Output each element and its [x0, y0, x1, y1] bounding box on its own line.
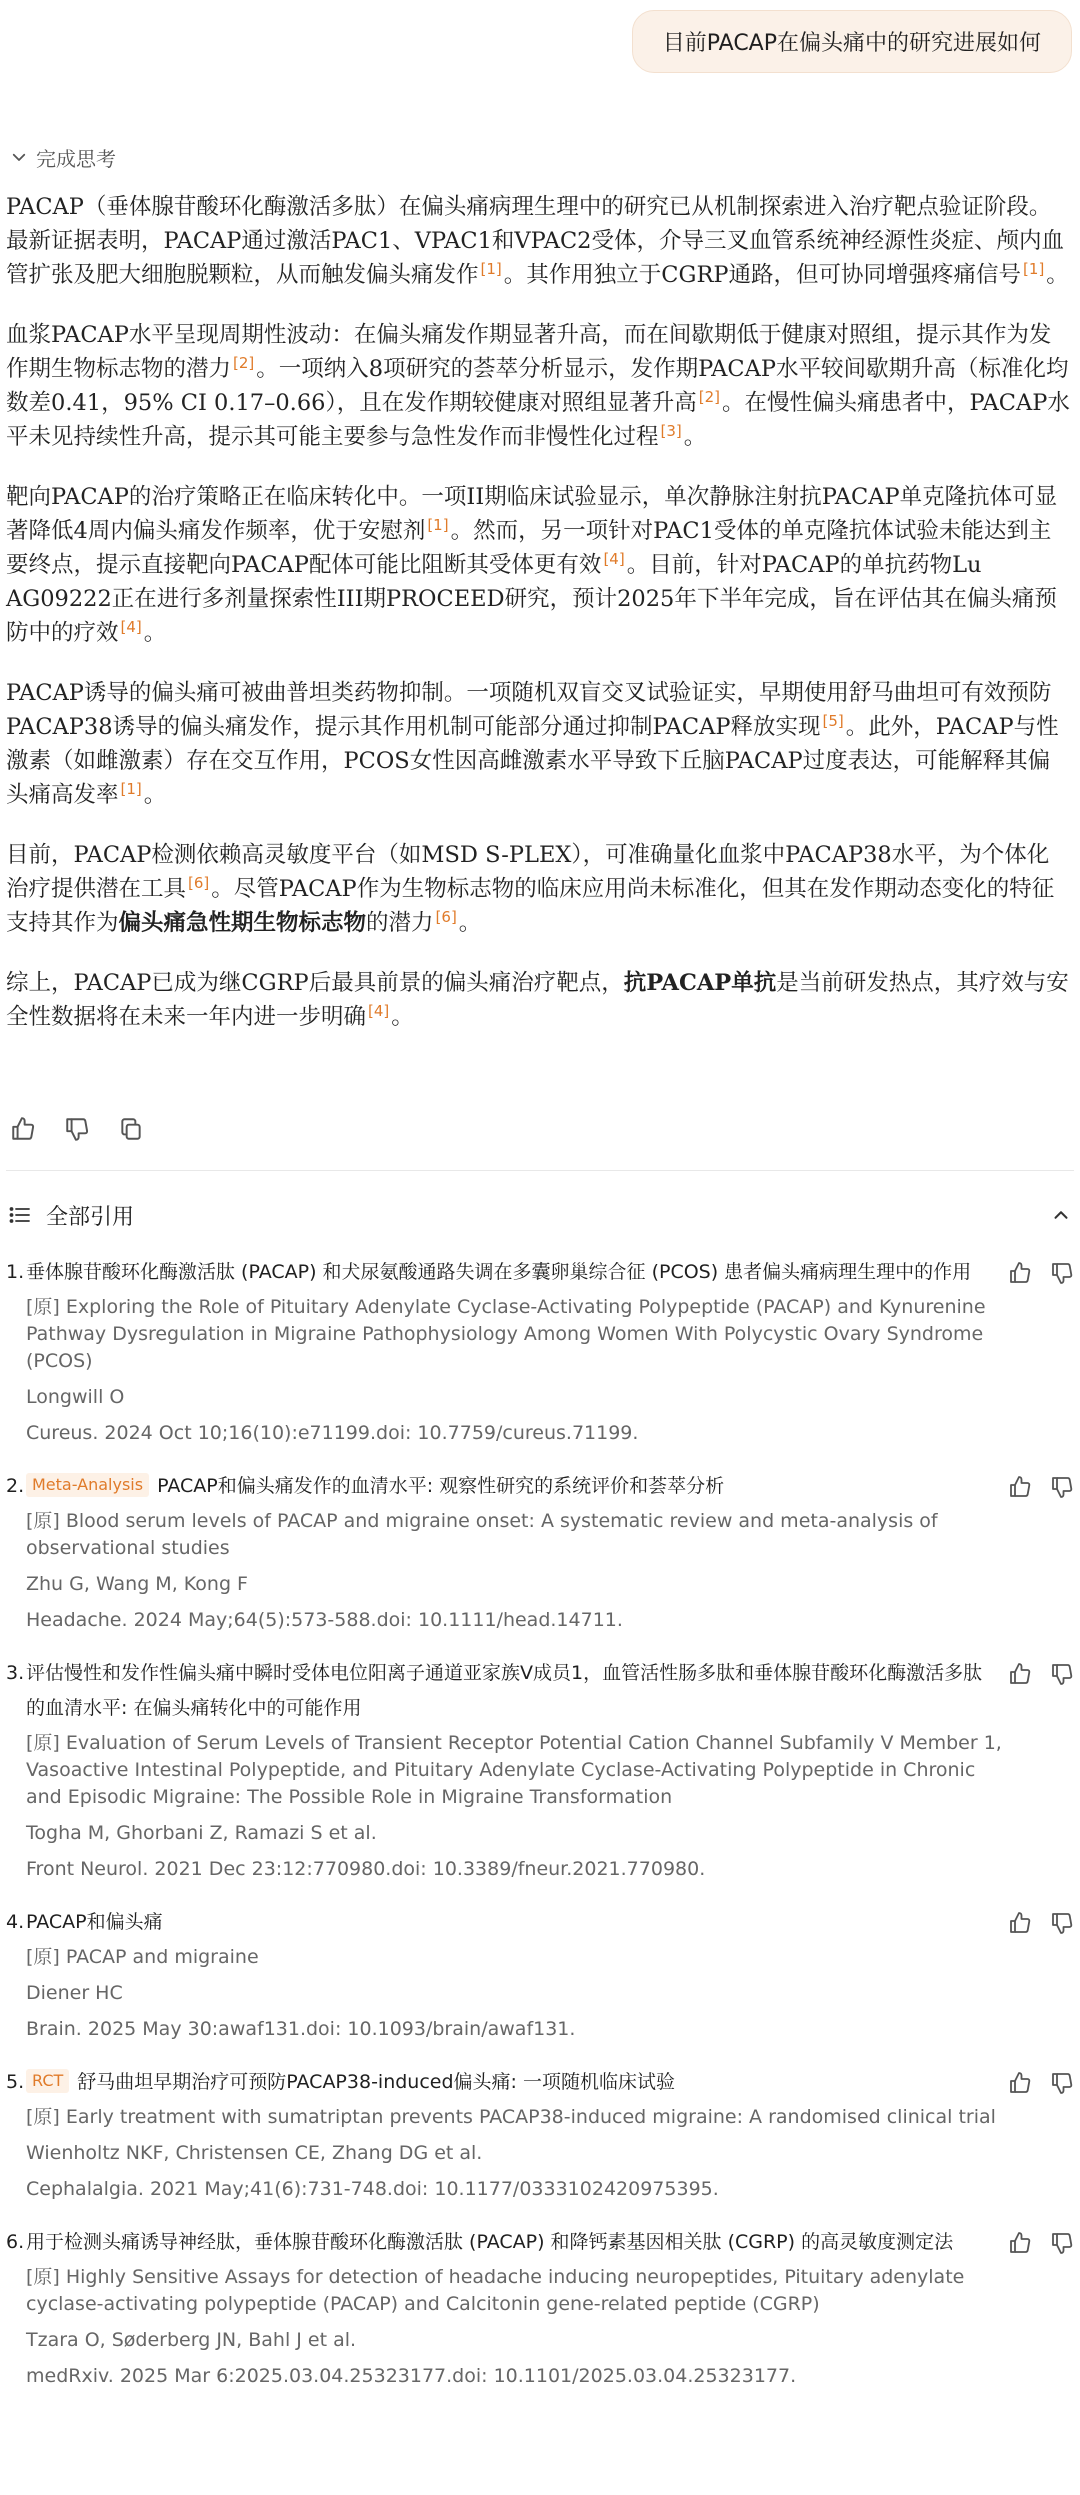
reference-item[interactable] — [6, 1255, 1074, 1447]
reference-meta — [26, 1294, 1006, 1447]
reference-source: Headache. 2024 May;64(5):573-588.doi: 10.1111/head.14711. — [26, 1609, 623, 1631]
reference-item[interactable] — [6, 1469, 1074, 1634]
reference-authors: Diener HC — [26, 1982, 123, 2004]
answer-paragraph: 血浆PACAP水平呈现周期性波动：在偏头痛发作期显著升高，而在间歇期低于健康对照组，提示其作为发作期生物标志物的潜力 [2]。一项纳入8项研究的荟萃分析显示，发作期PACAP水平较间歇期升高（标准化均数差0.41，95% CI 0.17–0.66），且在发作期较健康对照组显著升高 [2]。在慢性偏头痛患者中，PACAP水平未见持续性升高，提示其可能主要参与急性发作而非慢性化过程 [3]。 — [6, 322, 1070, 450]
reference-title[interactable]: 评估慢性和发作性偏头痛中瞬时受体电位阳离子通道亚家族V成员1，血管活性肠多肽和垂体腺苷酸环化酶激活多肽的血清水平: 在偏头痛转化中的可能作用 — [26, 1662, 983, 1719]
citation-link[interactable]: [4] — [368, 1001, 390, 1020]
thumbs-down-icon[interactable] — [64, 1116, 90, 1142]
thumbs-down-icon[interactable] — [1050, 1475, 1074, 1499]
thinking-label: 完成思考 — [36, 146, 116, 171]
reference-number: 3. — [6, 1662, 25, 1684]
citation-link[interactable]: [2] — [698, 387, 720, 406]
reference-title[interactable]: Meta-Analysis PACAP和偏头痛发作的血清水平: 观察性研究的系统评价和荟萃分析 — [26, 1469, 996, 1504]
thumbs-up-icon[interactable] — [1008, 2071, 1032, 2095]
references-list — [6, 1255, 1074, 2412]
reference-item[interactable] — [6, 1905, 1074, 2043]
reference-source: Brain. 2025 May 30:awaf131.doi: 10.1093/brain/awaf131. — [26, 2018, 576, 2040]
reference-number: 6. — [6, 2231, 25, 2253]
answer-paragraph: 靶向PACAP的治疗策略正在临床转化中。一项II期临床试验显示，单次静脉注射抗PACAP单克隆抗体可显著降低4周内偏头痛发作频率，优于安慰剂 [1]。然而，另一项针对PAC1受体的单克隆抗体试验未能达到主要终点，提示直接靶向PACAP配体可能比阻断其受体更有效 [4]。目前，针对PACAP的单抗药物Lu AG09222正在进行多剂量探索性III期PROCEED研究，预计2025年下半年完成，旨在评估其在偏头痛预防中的疗效 [4]。 — [6, 484, 1058, 646]
answer-content — [6, 190, 1070, 1060]
chevron-up-icon[interactable] — [1050, 1204, 1072, 1226]
answer-paragraph: PACAP诱导的偏头痛可被曲普坦类药物抑制。一项随机双盲交叉试验证实，早期使用舒马曲坦可有效预防PACAP38诱导的偏头痛发作，提示其作用机制可能部分通过抑制PACAP释放实现 [5]。此外，PACAP与性激素（如雌激素）存在交互作用，PCOS女性因高雌激素水平导致下丘脑PACAP过度表达，可能解释其偏头痛高发率 [1]。 — [6, 680, 1059, 808]
reference-title-row — [6, 1905, 1074, 1940]
bold-phrase: 偏头痛急性期生物标志物 — [118, 910, 367, 936]
reference-title[interactable]: 用于检测头痛诱导神经肽，垂体腺苷酸环化酶激活肽 (PACAP) 和降钙素基因相关肽 (CGRP) 的高灵敏度测定法 — [26, 2231, 954, 2253]
reference-title[interactable]: RCT 舒马曲坦早期治疗可预防PACAP38-induced偏头痛: 一项随机临床试验 — [26, 2065, 996, 2100]
reference-number: 5. — [6, 2071, 25, 2093]
thumbs-up-icon[interactable] — [1008, 1475, 1032, 1499]
thumbs-up-icon[interactable] — [1008, 2231, 1032, 2255]
reference-original-title: [原] Early treatment with sumatriptan prevents PACAP38-induced migraine: A randomised clinical trial — [26, 2106, 996, 2128]
citation-link[interactable]: [3] — [660, 421, 682, 440]
citation-link[interactable]: [6] — [435, 907, 457, 926]
references-title: 全部引用 — [46, 1204, 135, 1230]
reference-title[interactable]: 垂体腺苷酸环化酶激活肽 (PACAP) 和犬尿氨酸通路失调在多囊卵巢综合征 (PCOS) 患者偏头痛病理生理中的作用 — [26, 1261, 972, 1283]
reference-source: medRxiv. 2025 Mar 6:2025.03.04.25323177.doi: 10.1101/2025.03.04.25323177. — [26, 2365, 797, 2387]
reference-meta — [26, 1944, 1006, 2043]
reference-actions — [1008, 1656, 1074, 1686]
copy-icon[interactable] — [118, 1116, 144, 1142]
reference-meta — [26, 2264, 1006, 2390]
reference-original-title: [原] PACAP and migraine — [26, 1946, 259, 1968]
citation-link[interactable]: [1] — [480, 259, 502, 278]
reference-original-title: [原] Blood serum levels of PACAP and migraine onset: A systematic review and meta-analysis of observational studies — [26, 1510, 938, 1559]
study-type-badge: Meta-Analysis — [26, 1473, 149, 1497]
citation-link[interactable]: [1] — [427, 515, 449, 534]
reference-number: 2. — [6, 1475, 25, 1497]
answer-paragraph: 目前，PACAP检测依赖高灵敏度平台（如MSD S-PLEX），可准确量化血浆中PACAP38水平，为个体化治疗提供潜在工具 [6]。尽管PACAP作为生物标志物的临床应用尚未标准化，但其在发作期动态变化的特征支持其作为偏头痛急性期生物标志物的潜力 [6]。 — [6, 842, 1055, 936]
reference-original-title: [原] Exploring the Role of Pituitary Adenylate Cyclase-Activating Polypeptide (PACAP) and Kynurenine Pathway Dysregulation in Migraine Pathophysiology Among Women With Polycystic Ovary Syndrome (PCOS) — [26, 1296, 986, 1372]
bold-phrase: 抗PACAP单抗 — [623, 970, 777, 996]
reference-actions — [1008, 1469, 1074, 1499]
reference-meta — [26, 2104, 1006, 2203]
reference-number: 4. — [6, 1911, 25, 1933]
reference-item[interactable] — [6, 2225, 1074, 2390]
reference-authors: Wienholtz NKF, Christensen CE, Zhang DG et al. — [26, 2142, 483, 2164]
thumbs-down-icon[interactable] — [1050, 1911, 1074, 1935]
reference-authors: Togha M, Ghorbani Z, Ramazi S et al. — [26, 1822, 377, 1844]
reference-title-row — [6, 2225, 1074, 2260]
answer-feedback-bar — [10, 1116, 144, 1142]
reference-title-row — [6, 1469, 1074, 1504]
answer-paragraph: 综上，PACAP已成为继CGRP后最具前景的偏头痛治疗靶点，抗PACAP单抗是当前研发热点，其疗效与安全性数据将在未来一年内进一步明确 [4]。 — [6, 970, 1069, 1030]
reference-source: Cureus. 2024 Oct 10;16(10):e71199.doi: 10.7759/cureus.71199. — [26, 1422, 639, 1444]
thumbs-down-icon[interactable] — [1050, 1261, 1074, 1285]
citation-link[interactable]: [6] — [188, 873, 210, 892]
reference-title[interactable]: PACAP和偏头痛 — [26, 1911, 163, 1933]
reference-original-title: [原] Evaluation of Serum Levels of Transient Receptor Potential Cation Channel Subfamily V Member 1, Vasoactive Intestinal Polypeptide, and Pituitary Adenylate Cyclase-Activating Polypeptide in Chronic and Episodic Migraine: The Possible Role in Migraine Transformation — [26, 1732, 1002, 1808]
reference-actions — [1008, 2225, 1074, 2255]
reference-original-title: [原] Highly Sensitive Assays for detection of headache inducing neuropeptides, Pituitary adenylate cyclase-activating polypeptide (PACAP) and Calcitonin gene-related peptide (CGRP) — [26, 2266, 965, 2315]
citation-link[interactable]: [4] — [603, 549, 625, 568]
chevron-down-icon — [10, 148, 28, 166]
citation-link[interactable]: [2] — [233, 353, 255, 372]
list-icon — [8, 1203, 32, 1227]
reference-number: 1. — [6, 1261, 25, 1283]
citation-link[interactable]: [1] — [120, 779, 142, 798]
thumbs-up-icon[interactable] — [1008, 1911, 1032, 1935]
references-header[interactable] — [8, 1195, 1072, 1235]
thumbs-up-icon[interactable] — [1008, 1261, 1032, 1285]
citation-link[interactable]: [5] — [822, 711, 844, 730]
reference-authors: Tzara O, Søderberg JN, Bahl J et al. — [26, 2329, 357, 2351]
reference-authors: Zhu G, Wang M, Kong F — [26, 1573, 248, 1595]
reference-actions — [1008, 1905, 1074, 1935]
section-divider — [6, 1170, 1074, 1171]
thumbs-down-icon[interactable] — [1050, 2231, 1074, 2255]
citation-link[interactable]: [4] — [120, 617, 142, 636]
reference-source: Cephalalgia. 2021 May;41(6):731-748.doi: 10.1177/0333102420975395. — [26, 2178, 719, 2200]
reference-item[interactable] — [6, 1656, 1074, 1883]
thinking-toggle[interactable] — [10, 142, 116, 172]
user-query-bubble: 目前PACAP在偏头痛中的研究进展如何 — [632, 10, 1072, 73]
reference-source: Front Neurol. 2021 Dec 23:12:770980.doi: 10.3389/fneur.2021.770980. — [26, 1858, 706, 1880]
reference-title-row — [6, 2065, 1074, 2100]
reference-actions — [1008, 2065, 1074, 2095]
reference-meta — [26, 1730, 1006, 1883]
reference-meta — [26, 1508, 1006, 1634]
reference-title-row — [6, 1656, 1074, 1726]
reference-item[interactable] — [6, 2065, 1074, 2203]
reference-authors: Longwill O — [26, 1386, 125, 1408]
answer-paragraph: PACAP（垂体腺苷酸环化酶激活多肽）在偏头痛病理生理中的研究已从机制探索进入治疗靶点验证阶段。最新证据表明，PACAP通过激活PAC1、VPAC1和VPAC2受体，介导三叉血管系统神经源性炎症、颅内血管扩张及肥大细胞脱颗粒，从而触发偏头痛发作 [1]。其作用独立于CGRP通路，但可协同增强疼痛信号 [1]。 — [6, 194, 1069, 288]
study-type-badge: RCT — [26, 2069, 69, 2093]
thumbs-up-icon[interactable] — [1008, 1662, 1032, 1686]
citation-link[interactable]: [1] — [1023, 259, 1045, 278]
thumbs-up-icon[interactable] — [10, 1116, 36, 1142]
reference-actions — [1008, 1255, 1074, 1285]
reference-title-row — [6, 1255, 1074, 1290]
thumbs-down-icon[interactable] — [1050, 2071, 1074, 2095]
thumbs-down-icon[interactable] — [1050, 1662, 1074, 1686]
